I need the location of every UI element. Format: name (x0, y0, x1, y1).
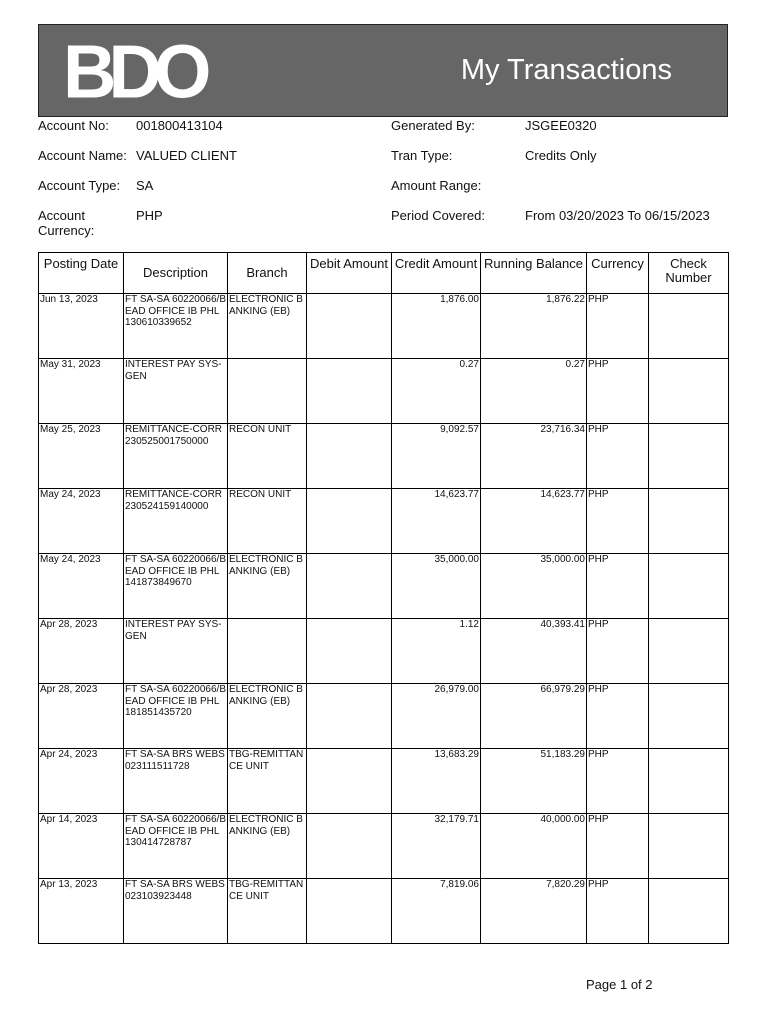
table-row (39, 554, 729, 619)
account-currency-value: PHP (136, 208, 163, 223)
table-row (39, 424, 729, 489)
cell-credit-amount: 9,092.57 (392, 424, 481, 489)
account-type-label: Account Type: (38, 178, 121, 193)
table-row (39, 814, 729, 879)
cell-running-balance: 1,876.22 (481, 294, 587, 359)
tran-type-value: Credits Only (525, 148, 597, 163)
cell-posting-date: May 25, 2023 (39, 424, 124, 489)
bdo-logo: BDO (63, 29, 204, 114)
table-row (39, 684, 729, 749)
table-row (39, 294, 729, 359)
cell-currency: PHP (587, 619, 649, 684)
col-branch: Branch (228, 253, 307, 294)
table-header-row (39, 253, 729, 294)
generated-by-value: JSGEE0320 (525, 118, 597, 133)
cell-branch: RECON UNIT (228, 424, 307, 489)
cell-branch: ELECTRONIC BANKING (EB) (228, 684, 307, 749)
cell-branch: ELECTRONIC BANKING (EB) (228, 814, 307, 879)
cell-debit-amount (307, 489, 392, 554)
cell-debit-amount (307, 294, 392, 359)
cell-description: FT SA-SA BRS WEBS 023111511728 (124, 749, 228, 814)
cell-currency: PHP (587, 879, 649, 944)
cell-branch: RECON UNIT (228, 489, 307, 554)
tran-type-label: Tran Type: (391, 148, 453, 163)
cell-debit-amount (307, 684, 392, 749)
header-banner (38, 24, 728, 117)
cell-check-number (649, 879, 729, 944)
cell-debit-amount (307, 424, 392, 489)
cell-currency: PHP (587, 489, 649, 554)
page-number: Page 1 of 2 (586, 977, 653, 992)
transactions-body (39, 294, 729, 944)
cell-check-number (649, 619, 729, 684)
cell-running-balance: 66,979.29 (481, 684, 587, 749)
cell-posting-date: Apr 28, 2023 (39, 684, 124, 749)
cell-credit-amount: 26,979.00 (392, 684, 481, 749)
cell-branch: ELECTRONIC BANKING (EB) (228, 554, 307, 619)
cell-description: FT SA-SA 60220066/B EAD OFFICE IB PHL 181851435720 (124, 684, 228, 749)
cell-running-balance: 40,393.41 (481, 619, 587, 684)
cell-debit-amount (307, 879, 392, 944)
col-check-number-line2: Number (665, 270, 712, 285)
cell-credit-amount: 0.27 (392, 359, 481, 424)
cell-credit-amount: 7,819.06 (392, 879, 481, 944)
cell-description: FT SA-SA 60220066/B EAD OFFICE IB PHL 141873849670 (124, 554, 228, 619)
cell-currency: PHP (587, 554, 649, 619)
cell-posting-date: May 31, 2023 (39, 359, 124, 424)
cell-currency: PHP (587, 814, 649, 879)
col-running-balance: Running Balance (481, 253, 587, 294)
account-name-label: Account Name: (38, 148, 127, 163)
cell-credit-amount: 13,683.29 (392, 749, 481, 814)
col-currency: Currency (587, 253, 649, 294)
table-row (39, 749, 729, 814)
cell-check-number (649, 684, 729, 749)
table-row (39, 359, 729, 424)
cell-posting-date: Apr 13, 2023 (39, 879, 124, 944)
cell-credit-amount: 1.12 (392, 619, 481, 684)
col-description: Description (124, 253, 228, 294)
cell-check-number (649, 749, 729, 814)
cell-running-balance: 14,623.77 (481, 489, 587, 554)
amount-range-label: Amount Range: (391, 178, 482, 193)
cell-posting-date: Apr 28, 2023 (39, 619, 124, 684)
cell-posting-date: Apr 14, 2023 (39, 814, 124, 879)
page-title: My Transactions (460, 54, 672, 86)
col-debit-amount: Debit Amount (307, 253, 392, 294)
account-no-label: Account No: (38, 118, 109, 133)
period-covered-label: Period Covered: (391, 208, 485, 223)
cell-posting-date: Jun 13, 2023 (39, 294, 124, 359)
account-name-value: VALUED CLIENT (136, 148, 237, 163)
cell-currency: PHP (587, 684, 649, 749)
cell-credit-amount: 32,179.71 (392, 814, 481, 879)
cell-description: FT SA-SA 60220066/B EAD OFFICE IB PHL 130414728787 (124, 814, 228, 879)
col-credit-amount: Credit Amount (392, 253, 481, 294)
table-row (39, 879, 729, 944)
col-check-number (649, 253, 729, 294)
cell-debit-amount (307, 619, 392, 684)
account-currency-label-1: Account (38, 208, 85, 223)
cell-posting-date: May 24, 2023 (39, 554, 124, 619)
cell-debit-amount (307, 814, 392, 879)
cell-currency: PHP (587, 424, 649, 489)
cell-description: INTEREST PAY SYS-GEN (124, 359, 228, 424)
cell-posting-date: May 24, 2023 (39, 489, 124, 554)
cell-running-balance: 35,000.00 (481, 554, 587, 619)
cell-currency: PHP (587, 359, 649, 424)
period-covered-value: From 03/20/2023 To 06/15/2023 (525, 208, 710, 223)
cell-check-number (649, 359, 729, 424)
table-row (39, 489, 729, 554)
cell-credit-amount: 35,000.00 (392, 554, 481, 619)
transactions-table (38, 252, 729, 944)
account-type-value: SA (136, 178, 154, 193)
cell-debit-amount (307, 554, 392, 619)
generated-by-label: Generated By: (391, 118, 475, 133)
cell-posting-date: Apr 24, 2023 (39, 749, 124, 814)
table-row (39, 619, 729, 684)
cell-credit-amount: 1,876.00 (392, 294, 481, 359)
cell-check-number (649, 814, 729, 879)
cell-running-balance: 51,183.29 (481, 749, 587, 814)
cell-check-number (649, 424, 729, 489)
cell-check-number (649, 294, 729, 359)
cell-debit-amount (307, 359, 392, 424)
cell-check-number (649, 489, 729, 554)
cell-branch: ELECTRONIC BANKING (EB) (228, 294, 307, 359)
cell-running-balance: 7,820.29 (481, 879, 587, 944)
cell-credit-amount: 14,623.77 (392, 489, 481, 554)
cell-currency: PHP (587, 749, 649, 814)
cell-branch: TBG-REMITTANCE UNIT (228, 879, 307, 944)
cell-description: FT SA-SA 60220066/B EAD OFFICE IB PHL 130610339652 (124, 294, 228, 359)
cell-branch (228, 359, 307, 424)
account-currency-label-2: Currency: (38, 223, 95, 238)
col-check-number-line1: Check (670, 256, 707, 271)
cell-description: INTEREST PAY SYS-GEN (124, 619, 228, 684)
cell-running-balance: 23,716.34 (481, 424, 587, 489)
cell-debit-amount (307, 749, 392, 814)
cell-check-number (649, 554, 729, 619)
cell-description: REMITTANCE-CORR230524159140000 (124, 489, 228, 554)
cell-branch: TBG-REMITTANCE UNIT (228, 749, 307, 814)
cell-running-balance: 0.27 (481, 359, 587, 424)
cell-branch (228, 619, 307, 684)
cell-currency: PHP (587, 294, 649, 359)
col-posting-date: Posting Date (39, 253, 124, 294)
cell-description: REMITTANCE-CORR230525001750000 (124, 424, 228, 489)
account-no-value: 001800413104 (136, 118, 223, 133)
cell-running-balance: 40,000.00 (481, 814, 587, 879)
cell-description: FT SA-SA BRS WEBS 023103923448 (124, 879, 228, 944)
